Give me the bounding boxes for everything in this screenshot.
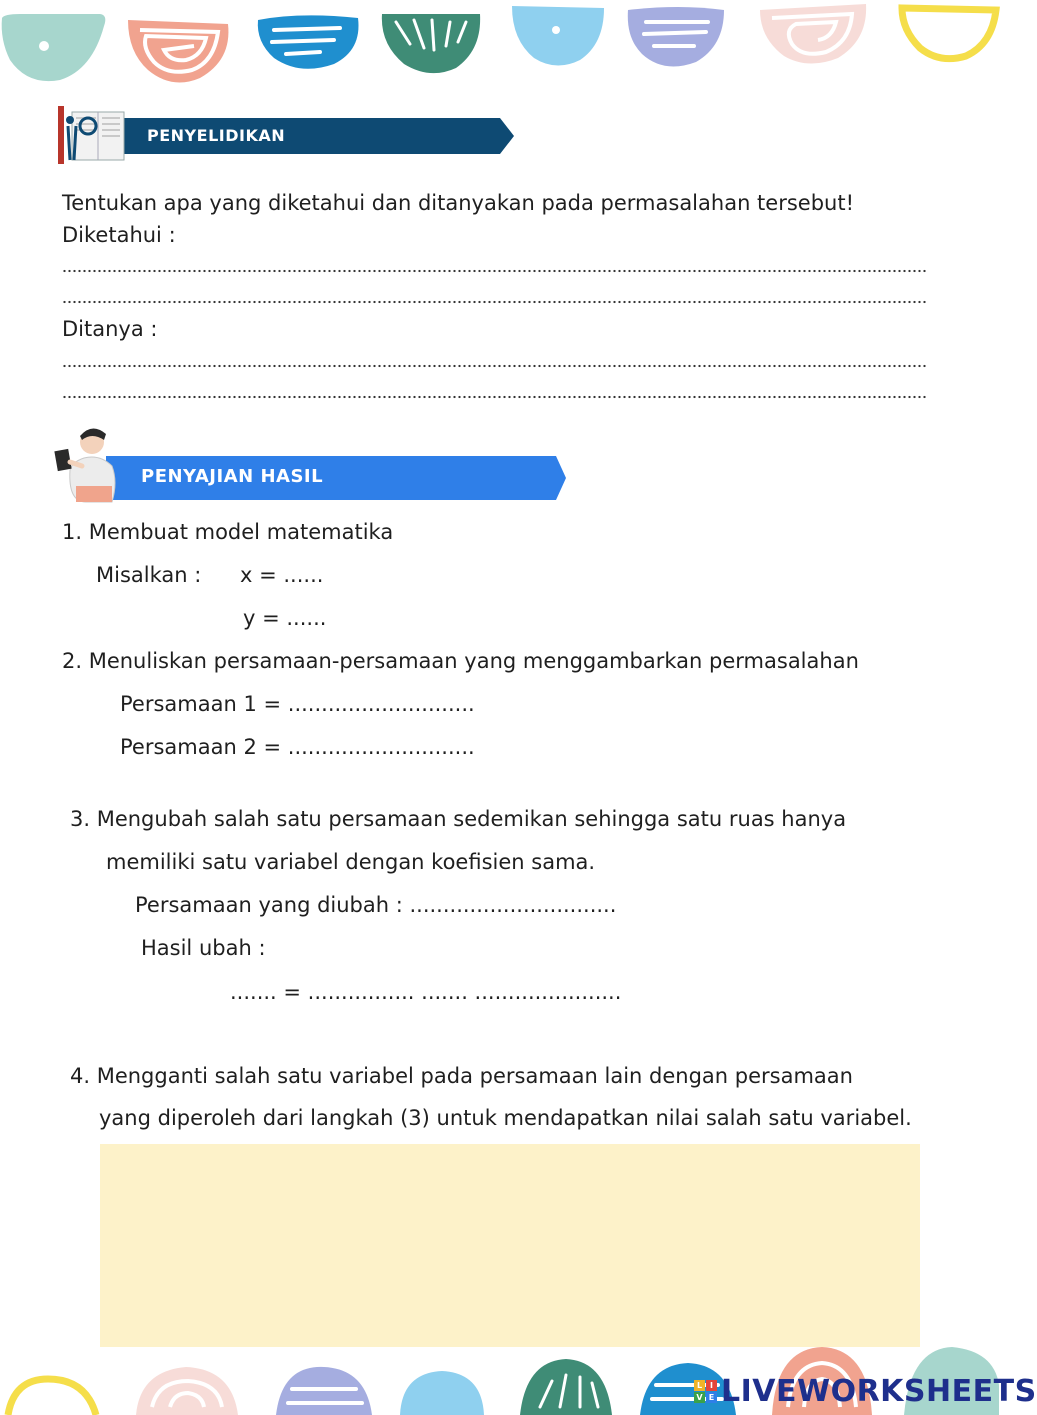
banner-title-investigation: PENYELIDIKAN — [147, 126, 286, 145]
step-3-result-input[interactable]: ....... = ................ ....... ...................... — [230, 980, 622, 1004]
banner-title-results: PENYAJIAN HASIL — [141, 466, 324, 487]
known-answer-line-2[interactable] — [62, 299, 926, 305]
light-blue-bowl-shape — [512, 6, 604, 66]
step-3-title-line-1: 3. Mengubah salah satu persamaan sedemikan sehingga satu ruas hanya — [70, 807, 847, 831]
known-label: Diketahui : — [62, 223, 176, 247]
liveworksheets-logo[interactable] — [694, 1372, 1037, 1410]
step-3-changed-equation-input[interactable]: Persamaan yang diubah : ............................... — [135, 893, 617, 917]
asked-answer-line-1[interactable] — [62, 363, 926, 369]
step-4-answer-box[interactable] — [100, 1144, 920, 1347]
teal-bowl-shape — [2, 14, 106, 81]
decorative-top-border — [0, 0, 999, 90]
student-reading-icon — [56, 422, 120, 504]
yellow-outline-shape — [902, 8, 996, 59]
step-1-y-input[interactable]: y = ...... — [243, 606, 327, 630]
periwinkle-lines-shape — [628, 7, 724, 67]
instruction-text: Tentukan apa yang diketahui dan ditanyakan pada permasalahan tersebut! — [62, 191, 854, 215]
step-3-result-label: Hasil ubah : — [141, 936, 266, 960]
yellow-arch-shape — [8, 1379, 96, 1415]
logo-cube-icon: L I V E — [694, 1380, 717, 1403]
light-blue-dome-shape — [400, 1371, 484, 1415]
asked-label: Ditanya : — [62, 317, 158, 341]
section-banner-investigation — [58, 106, 518, 164]
step-2-equation-1-input[interactable]: Persamaan 1 = ............................ — [120, 692, 475, 716]
step-1-x-input[interactable]: x = ...... — [240, 563, 324, 587]
logo-text: LIVEWORKSHEETS — [721, 1373, 1037, 1409]
step-2-equation-2-input[interactable]: Persamaan 2 = ............................ — [120, 735, 475, 759]
step-2-title: 2. Menuliskan persamaan-persamaan yang menggambarkan permasalahan — [62, 649, 859, 673]
step-4-title-line-1: 4. Mengganti salah satu variabel pada persamaan lain dengan persamaan — [70, 1064, 853, 1088]
step-1-title: 1. Membuat model matematika — [62, 520, 394, 544]
step-3-title-line-2: memiliki satu variabel dengan koefisien sama. — [106, 850, 596, 874]
step-1-let-label: Misalkan : — [96, 563, 202, 587]
asked-answer-line-2[interactable] — [62, 394, 926, 400]
book-magnifier-icon — [58, 106, 128, 164]
step-4-title-line-2: yang diperoleh dari langkah (3) untuk mendapatkan nilai salah satu variabel. — [99, 1106, 912, 1130]
pink-spiral-bottom-shape — [136, 1367, 238, 1415]
section-banner-results — [56, 422, 568, 504]
known-answer-line-1[interactable] — [62, 268, 926, 274]
